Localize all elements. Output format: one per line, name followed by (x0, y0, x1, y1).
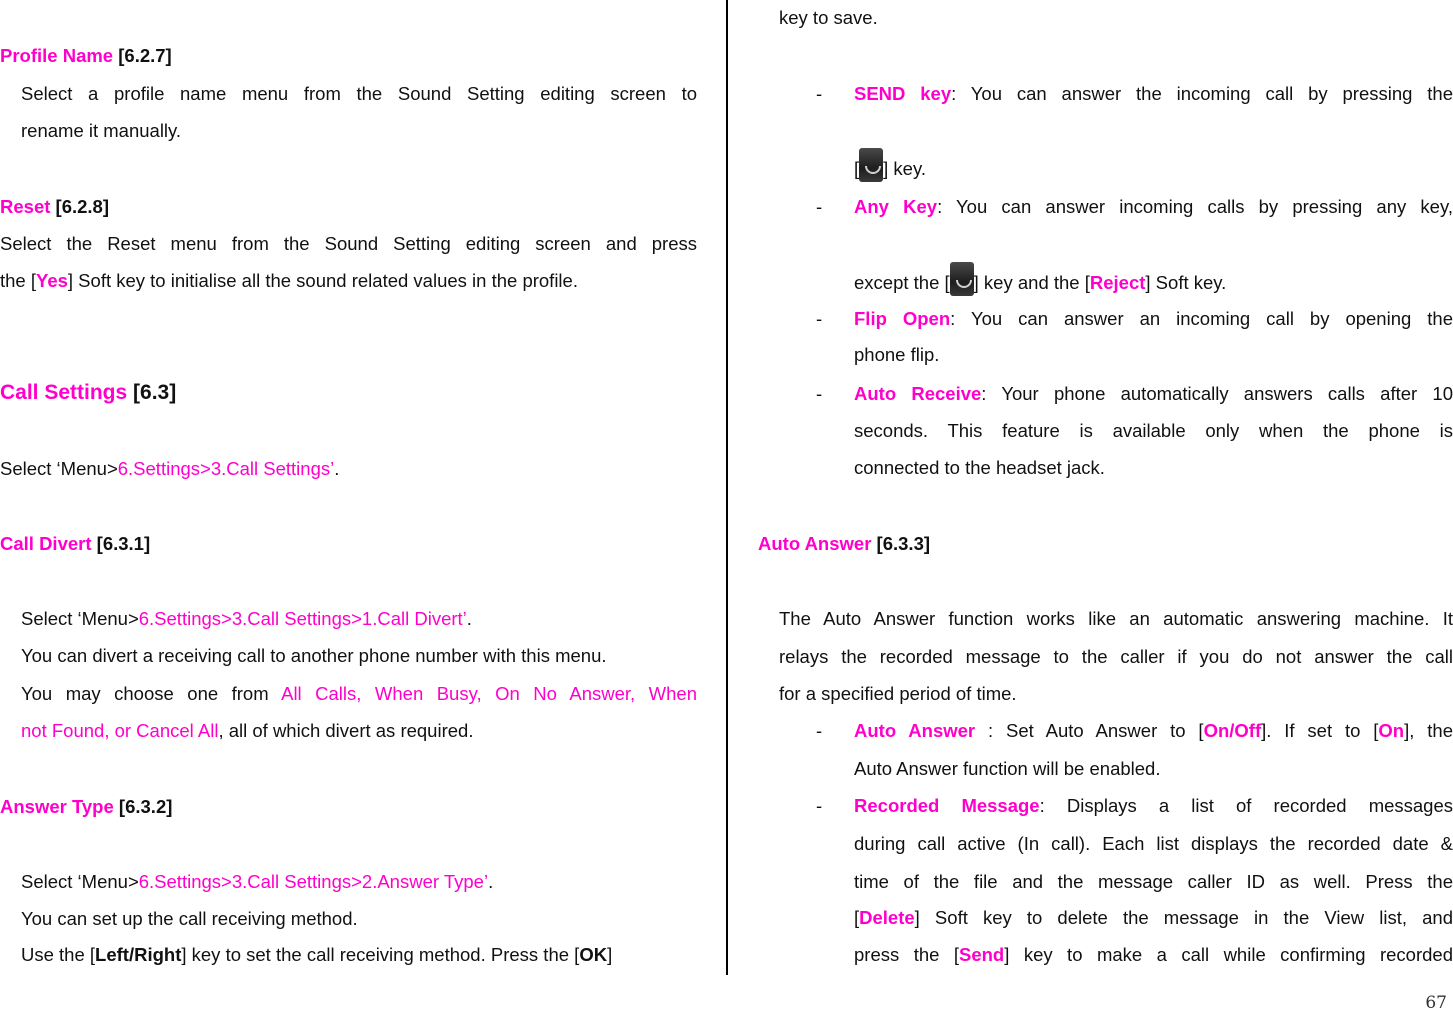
send-key-icon (859, 148, 883, 182)
paragraph-line: not Found, or Cancel All, all of which divert as required. (21, 720, 474, 741)
menu-path: Select ‘Menu>6.Settings>3.Call Settings>2.Answer Type’. (21, 871, 494, 892)
page-number: 67 (1425, 993, 1447, 1013)
paragraph-line: during call active (In call). Each list displays the recorded date & (854, 833, 1453, 854)
paragraph-line: You may choose one from All Calls, When Busy, On No Answer, When (21, 683, 697, 704)
paragraph-line: seconds. This feature is available only when the phone is (854, 420, 1453, 441)
paragraph-line: except the [ ] key and the [Reject] Soft key. (854, 262, 1226, 296)
paragraph-line: key to save. (779, 7, 878, 28)
heading-answer-type: Answer Type [6.3.2] (0, 796, 173, 817)
bullet-dash: - (816, 795, 823, 816)
bullet-dash: - (816, 720, 823, 741)
paragraph-line: [ ] key. (854, 148, 926, 182)
list-item-flip-open: Flip Open: You can answer an incoming call by opening the (854, 308, 1453, 329)
heading-reset: Reset [6.2.8] (0, 196, 109, 217)
bullet-dash: - (816, 196, 823, 217)
menu-path: Select ‘Menu>6.Settings>3.Call Settings’. (0, 458, 340, 479)
menu-path: Select ‘Menu>6.Settings>3.Call Settings>1.Call Divert’. (21, 608, 472, 629)
column-divider (726, 0, 728, 975)
list-item-recorded-message: Recorded Message: Displays a list of recorded messages (854, 795, 1453, 816)
heading-call-settings: Call Settings [6.3] (0, 381, 177, 404)
paragraph-line: press the [Send] key to make a call while confirming recorded (854, 944, 1453, 965)
paragraph-line: phone flip. (854, 344, 940, 365)
list-item-auto-answer: Auto Answer : Set Auto Answer to [On/Off]. If set to [On], the (854, 720, 1453, 741)
paragraph-line: relays the recorded message to the caller if you do not answer the call (779, 646, 1453, 667)
heading-call-divert: Call Divert [6.3.1] (0, 533, 151, 554)
paragraph-line: Select the Reset menu from the Sound Setting editing screen and press (0, 233, 697, 254)
paragraph-line: Use the [Left/Right] key to set the call receiving method. Press the [OK] (21, 944, 613, 965)
end-key-icon (950, 262, 974, 296)
paragraph-line: the [Yes] Soft key to initialise all the sound related values in the profile. (0, 270, 578, 291)
bullet-dash: - (816, 383, 823, 404)
heading-auto-answer: Auto Answer [6.3.3] (758, 533, 931, 554)
paragraph-line: [Delete] Soft key to delete the message in the View list, and (854, 907, 1453, 928)
bullet-dash: - (816, 308, 823, 329)
paragraph-line: for a specified period of time. (779, 683, 1017, 704)
paragraph-line: Auto Answer function will be enabled. (854, 758, 1161, 779)
paragraph-line: connected to the headset jack. (854, 457, 1105, 478)
list-item-send-key: SEND key: You can answer the incoming call by pressing the (854, 83, 1453, 104)
paragraph-line: time of the file and the message caller ID as well. Press the (854, 871, 1453, 892)
paragraph-line: The Auto Answer function works like an automatic answering machine. It (779, 608, 1453, 629)
paragraph-line: You can divert a receiving call to another phone number with this menu. (21, 645, 607, 666)
bullet-dash: - (816, 83, 823, 104)
paragraph-line: Select a profile name menu from the Sound Setting editing screen to (21, 83, 697, 104)
paragraph-line: rename it manually. (21, 120, 182, 141)
paragraph-line: You can set up the call receiving method. (21, 908, 358, 929)
list-item-any-key: Any Key: You can answer incoming calls by pressing any key, (854, 196, 1453, 217)
list-item-auto-receive: Auto Receive: Your phone automatically answers calls after 10 (854, 383, 1453, 404)
heading-profile-name: Profile Name [6.2.7] (0, 45, 172, 66)
